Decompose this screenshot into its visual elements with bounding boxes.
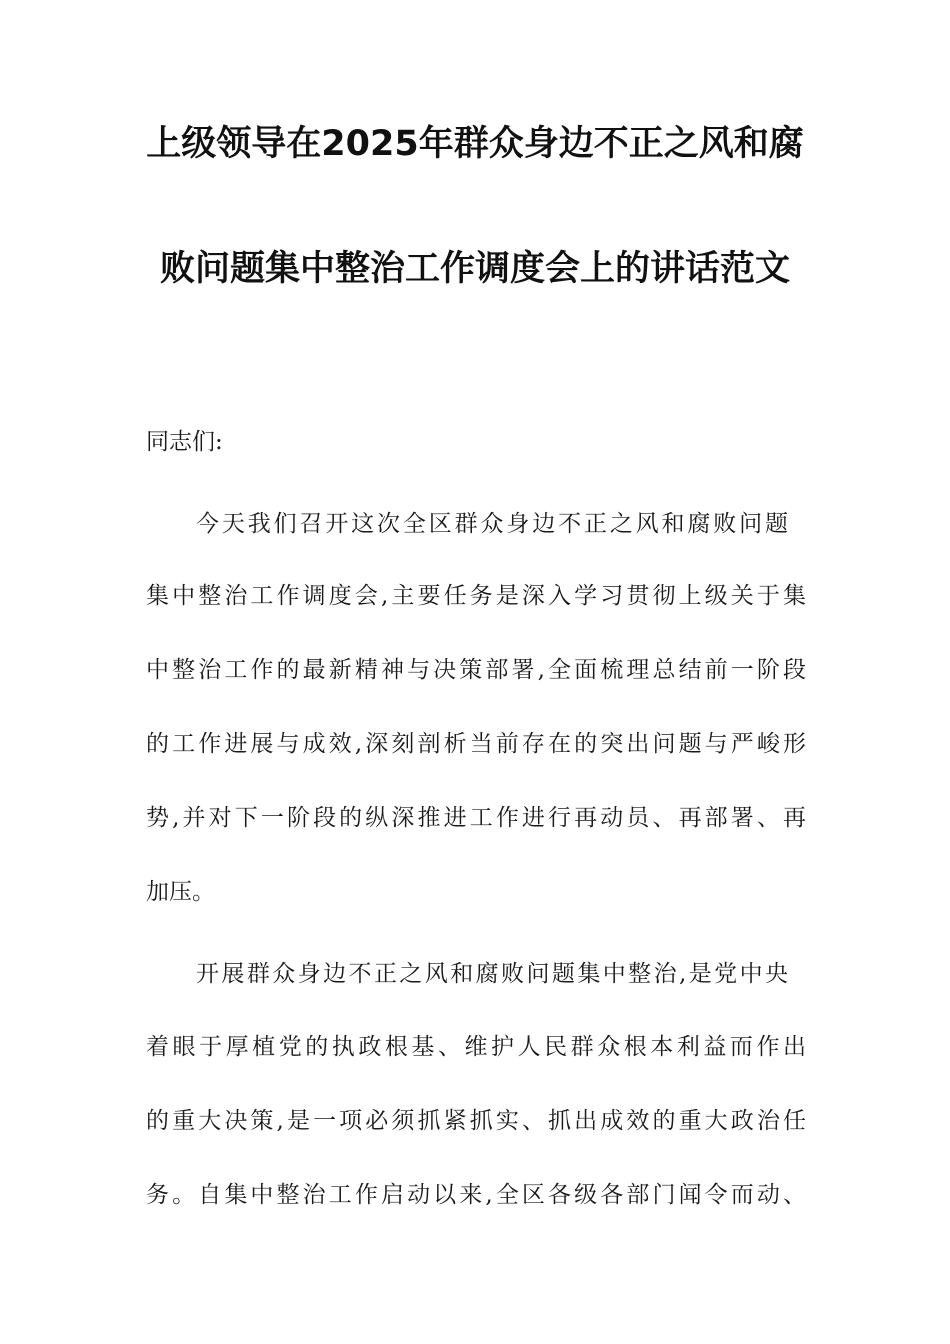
paragraph-1-line: 势,并对下一阶段的纵深推进工作进行再动员、再部署、再 <box>146 805 806 831</box>
paragraph-1-line: 集中整治工作调度会,主要任务是深入学习贯彻上级关于集 <box>146 583 806 609</box>
paragraph-2-line: 着眼于厚植党的执政根基、维护人民群众根本利益而作出 <box>146 1034 806 1060</box>
salutation: 同志们: <box>146 429 223 455</box>
document-title-line-2: 败问题集中整治工作调度会上的讲话范文 <box>159 249 790 289</box>
paragraph-2-line: 务。自集中整治工作启动以来,全区各级各部门闻令而动、 <box>146 1182 806 1208</box>
paragraph-2-line: 的重大决策,是一项必须抓紧抓实、抓出成效的重大政治任 <box>146 1108 806 1134</box>
paragraph-1-line: 加压。 <box>146 879 215 905</box>
paragraph-1-line: 中整治工作的最新精神与决策部署,全面梳理总结前一阶段 <box>146 657 806 683</box>
document-title-line-1: 上级领导在2025年群众身边不正之风和腐 <box>146 124 804 164</box>
paragraph-1-line: 今天我们召开这次全区群众身边不正之风和腐败问题 <box>196 511 788 537</box>
paragraph-2-line: 开展群众身边不正之风和腐败问题集中整治,是党中央 <box>196 961 788 987</box>
paragraph-1-line: 的工作进展与成效,深刻剖析当前存在的突出问题与严峻形 <box>146 731 806 757</box>
